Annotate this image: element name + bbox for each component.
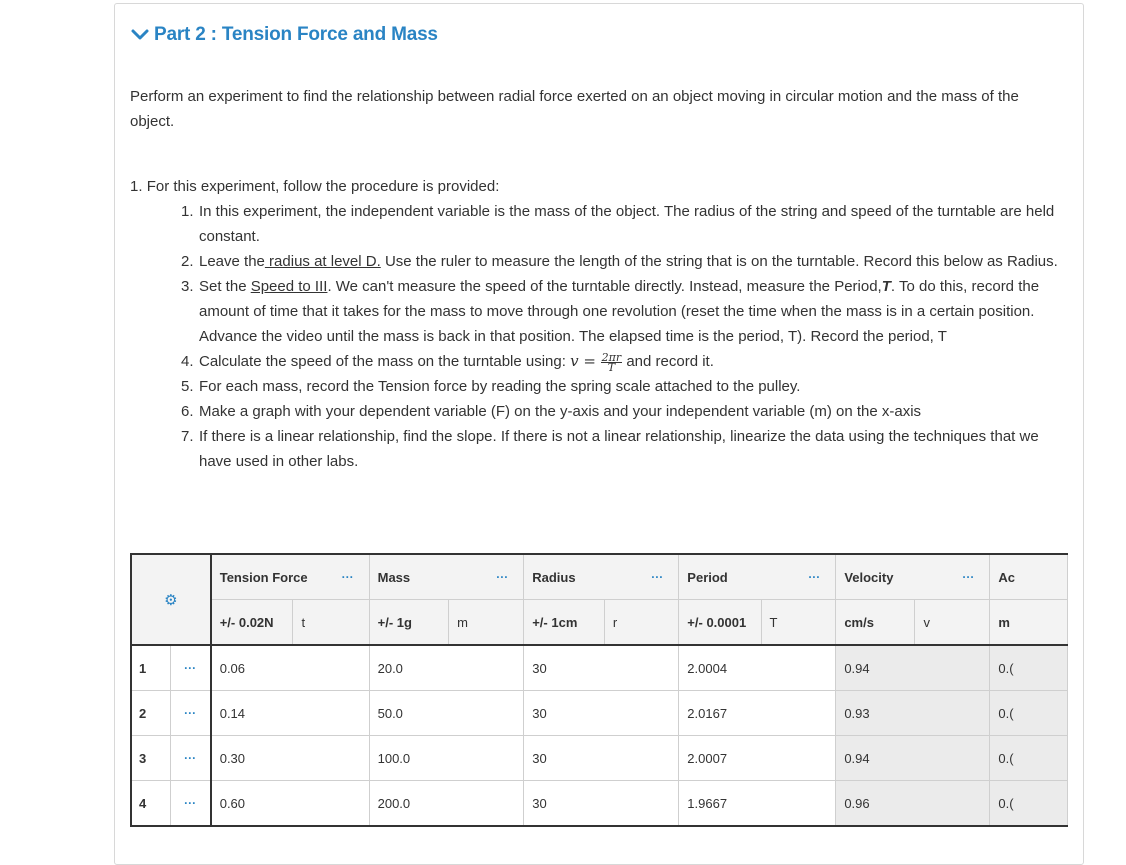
part-card [114,3,1084,865]
data-table [130,553,1068,827]
step-6 [130,399,1060,424]
velocity-symbol: v [570,352,579,370]
step-1 [130,199,1060,249]
step-text: In this experiment, the independent variable is the mass of the object. The radius of the string and speed of the turntable are held constant. [199,203,1055,245]
step-number: 3. [181,278,194,295]
cell-accel: 0.( [990,691,1068,736]
step-text: For each mass, record the Tension force by reading the spring scale attached to the pulley. [199,378,801,395]
step-text: Set the [199,278,251,295]
column-symbol[interactable]: m [449,600,524,646]
header-row-units [131,600,1068,646]
column-uncertainty[interactable]: +/- 0.0001 [679,600,761,646]
cell-mass[interactable]: 20.0 [369,645,524,691]
column-symbol[interactable]: v [915,600,990,646]
column-menu-icon[interactable]: ··· [808,569,821,584]
cell-velocity: 0.94 [836,645,990,691]
step-4 [130,349,1060,374]
step-number: 1. [181,203,194,220]
intro-text: Perform an experiment to find the relationship between radial force exerted on an object moving in circular motion and the mass of the object. [130,88,1019,130]
step-number: 2. [181,253,194,270]
cell-tension[interactable]: 0.30 [211,736,369,781]
column-uncertainty[interactable]: +/- 0.02N [211,600,293,646]
cell-mass[interactable]: 100.0 [369,736,524,781]
col-header-tension[interactable] [211,554,369,600]
column-menu-icon[interactable]: ··· [341,569,354,584]
step-number: 4. [181,353,194,370]
cell-radius[interactable]: 30 [524,645,679,691]
cell-accel: 0.( [990,781,1068,827]
cell-accel: 0.( [990,645,1068,691]
column-uncertainty[interactable]: +/- 1cm [524,600,605,646]
cell-tension[interactable]: 0.60 [211,781,369,827]
step-text: Make a graph with your dependent variable (F) on the y-axis and your independent variable (m) on the x-axis [199,403,922,420]
cell-radius[interactable]: 30 [524,781,679,827]
cell-radius[interactable]: 30 [524,691,679,736]
step-text: If there is a linear relationship, find the slope. If there is not a linear relationship, linearize the data using the techniques that we have used in other labs. [199,428,1039,470]
table-row [131,691,1068,736]
step-text: and record it. [622,353,714,370]
step-text: Use the ruler to measure the length of the string that is on the turntable. Record this below as Radius. [380,253,1058,270]
table-row [131,781,1068,827]
column-name: Mass [377,569,411,585]
row-number: 4 [131,781,170,827]
column-units[interactable]: m [990,600,1068,646]
step-text: Leave the [199,253,265,270]
step-text: Calculate the speed of the mass on the turntable using: [199,353,571,370]
settings-cell[interactable] [131,554,211,645]
cell-period[interactable]: 2.0007 [679,736,836,781]
cell-velocity: 0.93 [836,691,990,736]
column-name: Velocity [844,569,894,585]
table-row [131,645,1068,691]
cell-velocity: 0.96 [836,781,990,827]
part-title: Part 2 : Tension Force and Mass [154,24,438,45]
cell-accel: 0.( [990,736,1068,781]
cell-period[interactable]: 2.0004 [679,645,836,691]
step-3 [130,274,1060,349]
step-number: 7. [181,428,194,445]
cell-radius[interactable]: 30 [524,736,679,781]
cell-mass[interactable]: 50.0 [369,691,524,736]
column-uncertainty[interactable]: +/- 1g [369,600,449,646]
speed-link[interactable]: Speed to III [250,278,328,295]
header-row-names [131,554,1068,600]
column-name: Tension Force [219,569,308,585]
cell-period[interactable]: 1.9667 [679,781,836,827]
speed-formula-fraction [601,350,623,374]
table-row [131,736,1068,781]
row-menu-icon[interactable]: ··· [170,781,211,827]
column-name: Ac [998,569,1015,585]
column-name: Period [687,569,728,585]
period-symbol: T [881,278,891,295]
col-header-period[interactable] [679,554,836,600]
column-units[interactable]: cm/s [836,600,915,646]
row-menu-icon[interactable]: ··· [170,691,211,736]
step-5 [130,374,1060,399]
column-name: Radius [532,569,576,585]
step-7 [130,424,1060,474]
fraction-numerator: 2πr [601,350,622,364]
fraction-denominator: T [607,360,616,374]
column-menu-icon[interactable]: ··· [496,569,509,584]
row-menu-icon[interactable]: ··· [170,736,211,781]
data-grid [130,553,1068,827]
cell-mass[interactable]: 200.0 [369,781,524,827]
column-symbol[interactable]: t [293,600,369,646]
procedure-heading-text: For this experiment, follow the procedure is provided: [146,178,500,195]
col-header-mass[interactable] [369,554,524,600]
step-number: 6. [181,403,194,420]
part-toggle[interactable] [130,24,438,46]
row-number: 2 [131,691,170,736]
cell-tension[interactable]: 0.14 [211,691,369,736]
cell-period[interactable]: 2.0167 [679,691,836,736]
column-menu-icon[interactable]: ··· [962,569,975,584]
procedure-steps [130,199,1060,474]
column-symbol[interactable]: r [604,600,678,646]
step-text: . To do this, record the amount of time that it takes for the mass to move through one revolution (reset the time when the mass is in a certain position. Advance the video until the mass is back in that position. The elapsed time is the period, T). Record the period, T [199,278,1040,345]
row-number: 3 [131,736,170,781]
col-header-accel[interactable] [990,554,1068,600]
procedure-heading [130,174,1060,199]
cell-velocity: 0.94 [836,736,990,781]
row-number: 1 [131,645,170,691]
col-header-velocity[interactable] [836,554,990,600]
procedure [130,174,1060,474]
step-number: 5. [181,378,194,395]
column-symbol[interactable]: T [761,600,836,646]
row-menu-icon[interactable]: ··· [170,645,211,691]
step-2 [130,249,1060,274]
step-text: . We can't measure the speed of the turntable directly. Instead, measure the Period, [327,278,882,295]
column-menu-icon[interactable]: ··· [651,569,664,584]
procedure-heading-number: 1. [130,178,143,195]
radius-level-link[interactable]: radius at level D. [264,253,381,270]
cell-tension[interactable]: 0.06 [211,645,369,691]
col-header-radius[interactable] [524,554,679,600]
chevron-down-icon [130,28,150,42]
equals-sign: = [578,352,601,370]
gear-icon[interactable]: ⚙ [164,591,178,609]
